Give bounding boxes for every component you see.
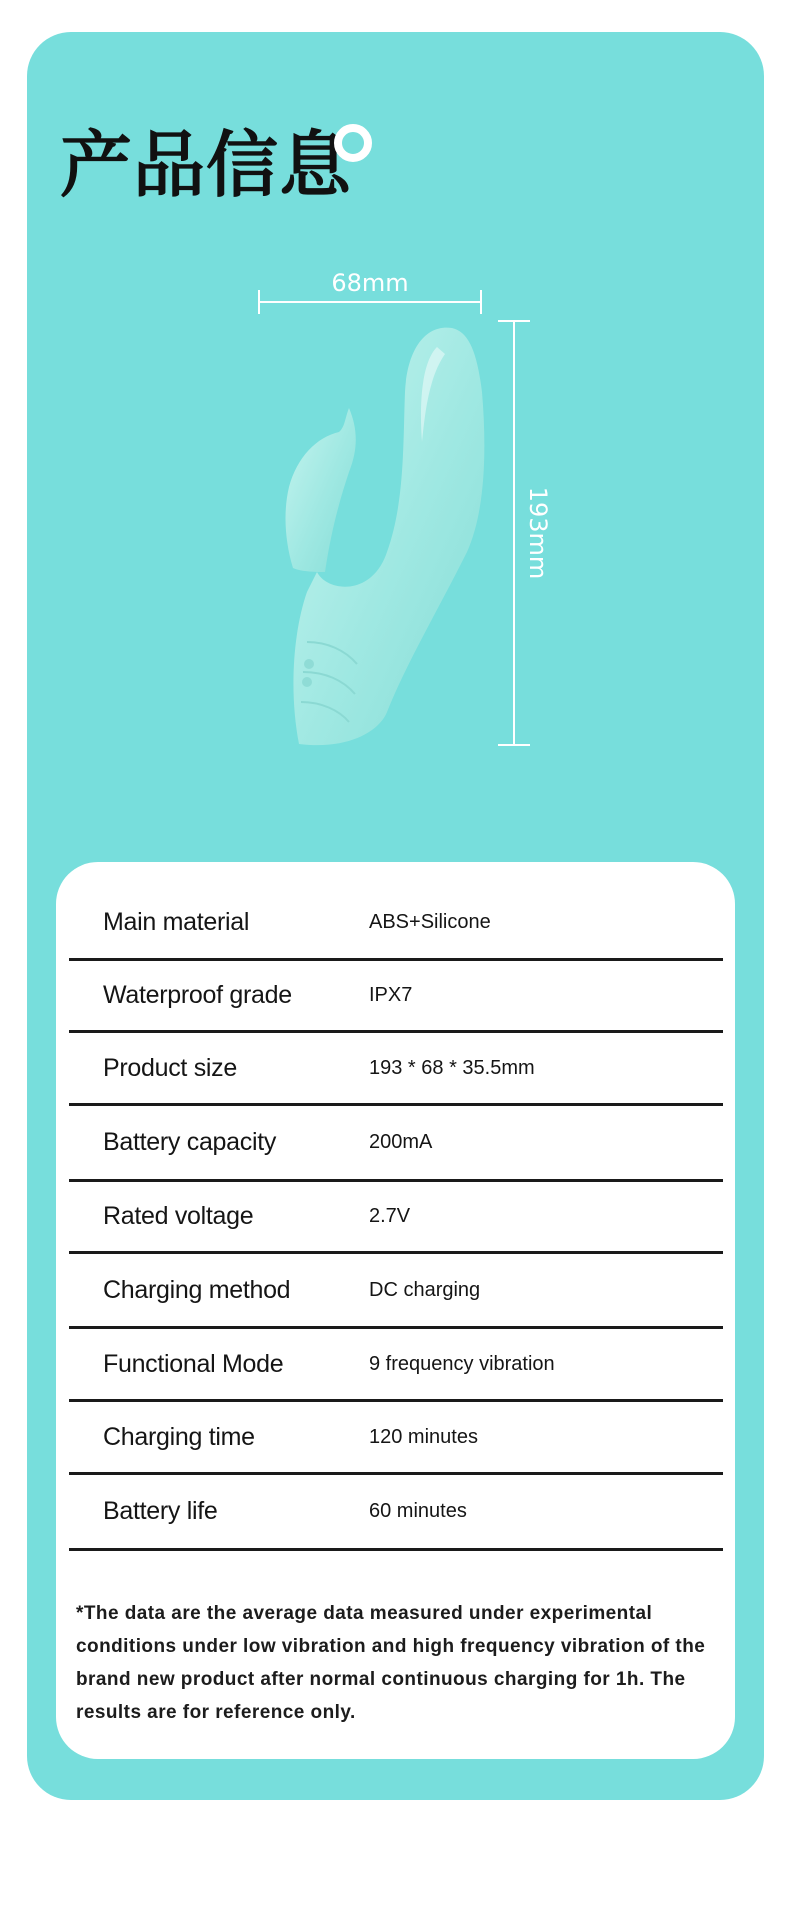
spec-label: Functional Mode: [103, 1349, 284, 1378]
disclaimer-note: *The data are the average data measured under experimental conditions under low vibration and high frequency vibration of the brand new product after normal continuous charging for 1h. The results are for reference only.: [76, 1603, 706, 1723]
height-label: 193mm: [524, 486, 552, 580]
spec-value: 60 minutes: [369, 1500, 467, 1522]
spec-table: [69, 886, 723, 1551]
product-illustration: [27, 32, 764, 792]
spec-row-rated-voltage: [69, 1182, 723, 1254]
spec-value: 200mA: [369, 1131, 433, 1153]
spec-label: Charging method: [103, 1275, 291, 1304]
spec-row-functional-mode: [69, 1329, 723, 1402]
spec-value: IPX7: [369, 984, 413, 1006]
product-info-card: [27, 32, 764, 1800]
spec-label: Battery life: [103, 1497, 218, 1525]
spec-value: ABS+Silicone: [369, 910, 491, 933]
spec-row-charging-time: [69, 1402, 723, 1475]
spec-value: DC charging: [369, 1278, 481, 1301]
spec-value: 120 minutes: [369, 1425, 478, 1448]
page-title: 产品信息: [60, 123, 353, 207]
spec-label: Charging time: [103, 1422, 255, 1451]
spec-label: Battery capacity: [103, 1128, 277, 1156]
spec-value: 9 frequency vibration: [369, 1352, 555, 1375]
spec-row-waterproof-grade: [69, 961, 723, 1033]
spec-label: Main material: [103, 907, 250, 936]
spec-row-charging-method: [69, 1254, 723, 1329]
spec-row-battery-life: [69, 1475, 723, 1551]
spec-row-battery-capacity: [69, 1106, 723, 1182]
spec-row-product-size: [69, 1033, 723, 1106]
spec-panel: [56, 862, 735, 1759]
spec-value: 193 * 68 * 35.5mm: [369, 1056, 535, 1079]
spec-label: Waterproof grade: [103, 981, 292, 1009]
spec-label: Rated voltage: [103, 1202, 254, 1230]
spec-label: Product size: [103, 1053, 237, 1082]
product-device: [286, 328, 485, 746]
spec-value: 2.7V: [369, 1205, 411, 1227]
spec-row-main-material: [69, 886, 723, 961]
width-label: 68mm: [331, 269, 409, 297]
